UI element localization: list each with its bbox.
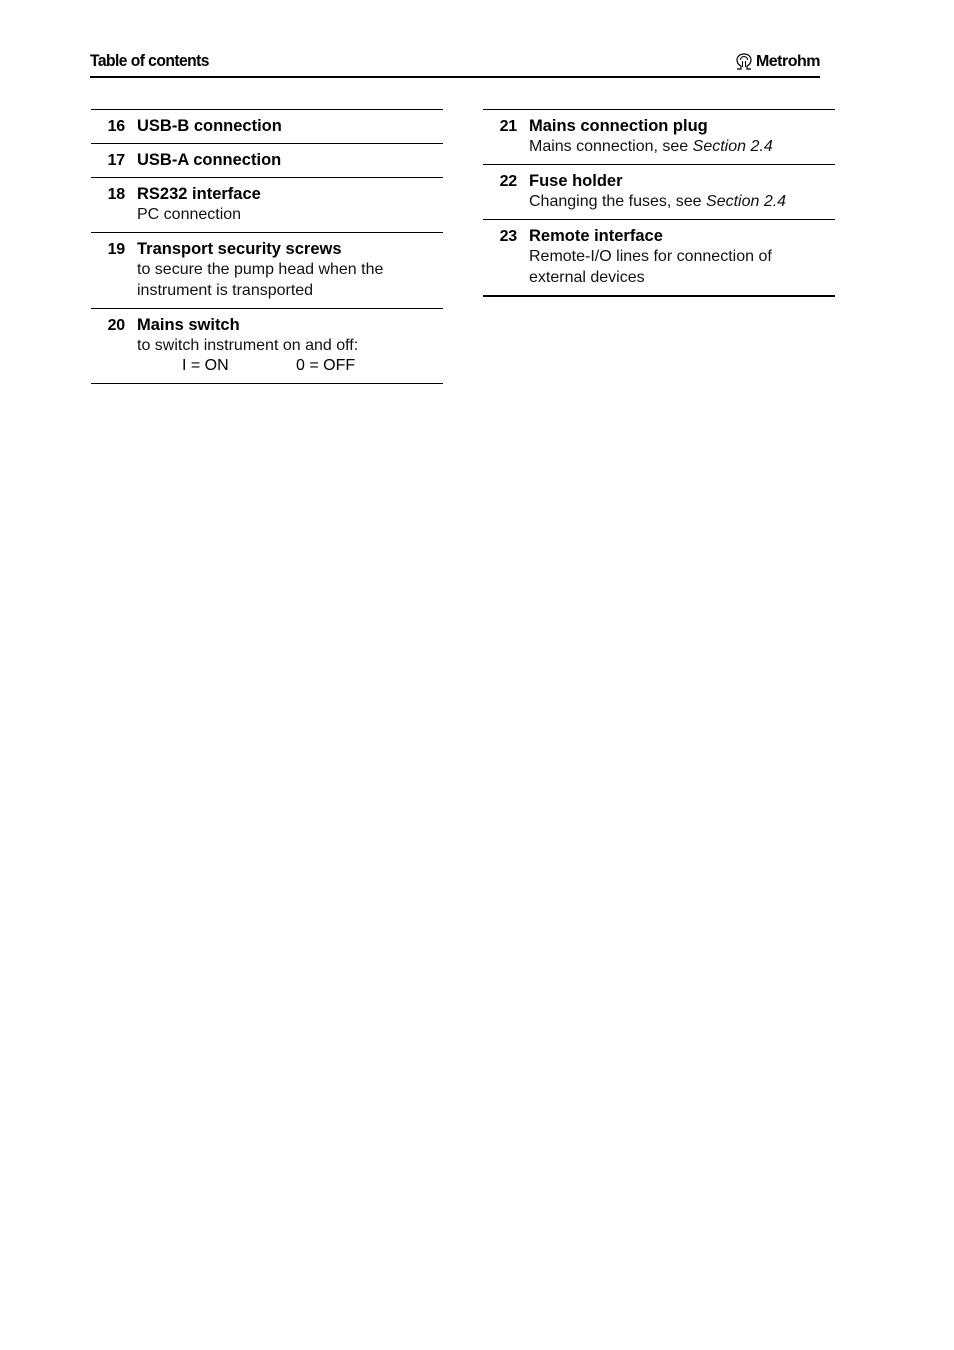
entry-title: Remote interface <box>529 227 663 245</box>
entry-number: 17 <box>107 152 125 169</box>
legend-entry-23 <box>483 220 835 297</box>
header-title: Table of contents <box>90 51 209 70</box>
legend-entry-21 <box>483 110 835 165</box>
switch-states <box>137 356 443 376</box>
entry-title: Transport security screws <box>137 240 342 258</box>
entry-description <box>529 136 835 157</box>
entry-description <box>529 191 835 212</box>
section-reference: Section 2.4 <box>706 193 787 210</box>
entry-number: 23 <box>499 228 517 245</box>
section-reference: Section 2.4 <box>692 138 773 155</box>
entry-description: to switch instrument on and off: <box>137 337 359 354</box>
entry-title: Mains switch <box>137 316 240 334</box>
entry-title: Mains connection plug <box>529 117 708 135</box>
entry-title: USB-A connection <box>137 151 282 169</box>
entry-title: USB-B connection <box>137 117 282 135</box>
entry-number: 22 <box>499 173 517 190</box>
entry-title: RS232 interface <box>137 185 261 203</box>
legend-entry-19 <box>91 233 443 309</box>
legend-left-column <box>91 109 443 384</box>
entry-number: 21 <box>499 118 517 135</box>
legend-entry-17 <box>91 144 443 178</box>
on-label: I = ON <box>182 357 229 374</box>
legend-right-column <box>483 109 835 297</box>
entry-number: 18 <box>107 186 125 203</box>
omega-logo-icon <box>734 53 754 71</box>
entry-number: 20 <box>107 317 125 334</box>
entry-description-line2: external devices <box>529 269 645 286</box>
entry-title: Fuse holder <box>529 172 623 190</box>
entry-description: PC connection <box>137 206 242 223</box>
page-header <box>90 48 820 78</box>
legend-entry-22 <box>483 165 835 220</box>
entry-description-line1: to secure the pump head when the <box>137 261 384 278</box>
entry-description-line1: Remote-I/O lines for connection of <box>529 248 772 265</box>
entry-description-line2: instrument is transported <box>137 282 314 299</box>
legend-entry-16 <box>91 110 443 144</box>
brand-logo <box>734 53 820 71</box>
entry-number: 19 <box>107 241 125 258</box>
desc-prefix: Mains connection, see <box>529 138 693 155</box>
entry-number: 16 <box>107 118 125 135</box>
legend-entry-18 <box>91 178 443 233</box>
desc-prefix: Changing the fuses, see <box>529 193 707 210</box>
off-label: 0 = OFF <box>296 357 356 374</box>
legend-entry-20 <box>91 309 443 384</box>
brand-name: Metrohm <box>755 53 820 70</box>
